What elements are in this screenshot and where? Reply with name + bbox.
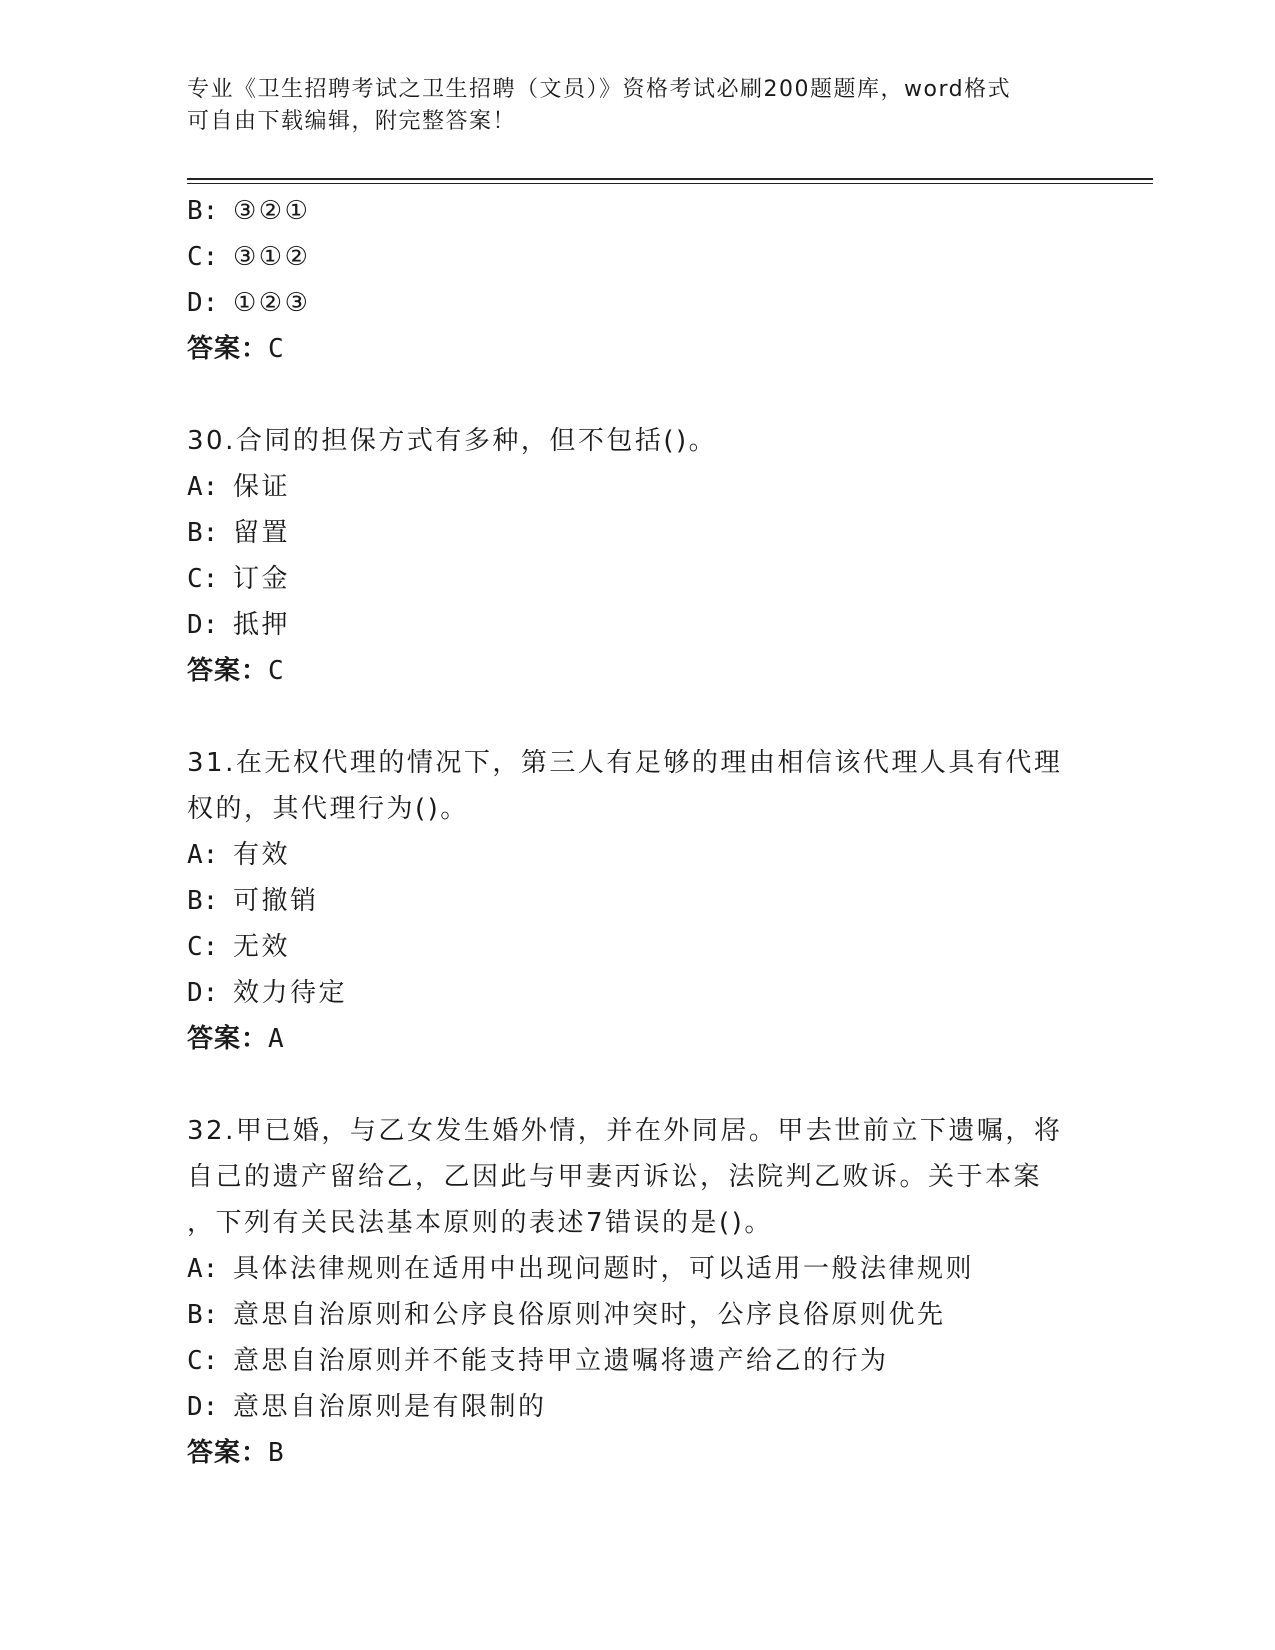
answer-label: 答案： [187,656,269,686]
option-text: 留置 [233,518,291,548]
answer-value: B [268,1438,285,1468]
option-text: 抵押 [233,610,291,640]
option-key: C: [187,1346,219,1376]
option-b [187,1292,1087,1338]
question-stem: 30.合同的担保方式有多种，但不包括()。 [187,426,718,456]
option-key: D: [187,610,219,640]
option-d [187,1384,1087,1430]
option-key: A: [187,840,219,870]
answer-value: A [268,1024,285,1054]
option-b [187,878,1087,924]
option-key: D: [187,1392,219,1422]
option-key: C: [187,242,219,272]
option-text: 效力待定 [233,978,348,1008]
option-key: C: [187,564,219,594]
answer-value: C [268,656,285,686]
option-key: D: [187,288,219,318]
answer-line [187,1430,1087,1476]
question-30 [187,418,1087,694]
option-text: 可撤销 [233,886,319,916]
option-b [187,188,1087,234]
option-c [187,1338,1087,1384]
option-text: 意思自治原则和公序良俗原则冲突时，公序良俗原则优先 [233,1300,946,1330]
page-header [187,74,1067,138]
answer-line [187,648,1087,694]
option-d [187,280,1087,326]
answer-label: 答案： [187,1024,269,1054]
option-key: B: [187,886,219,916]
option-d [187,602,1087,648]
option-key: B: [187,518,219,548]
question-stem: 32.甲已婚，与乙女发生婚外情，并在外同居。甲去世前立下遗嘱，将 [187,1116,1063,1146]
question-31 [187,740,1087,1062]
option-text: ③①② [233,242,311,272]
question-32 [187,1108,1087,1476]
question-content [187,188,1087,1476]
option-c [187,556,1087,602]
question-stem: ，下列有关民法基本原则的表述7错误的是()。 [187,1208,773,1238]
answer-label: 答案： [187,1438,269,1468]
option-b [187,510,1087,556]
header-divider-thick [187,178,1153,180]
option-key: A: [187,1254,219,1284]
header-line-1: 专业《卫生招聘考试之卫生招聘（文员）》资格考试必刷200题题库，word格式 [187,77,1012,102]
answer-label: 答案： [187,334,269,364]
question-stem: 31.在无权代理的情况下，第三人有足够的理由相信该代理人具有代理 [187,748,1063,778]
option-key: B: [187,196,219,226]
answer-value: C [268,334,285,364]
option-key: C: [187,932,219,962]
option-text: 意思自治原则是有限制的 [233,1392,547,1422]
option-a [187,1246,1087,1292]
option-key: A: [187,472,219,502]
option-c [187,234,1087,280]
option-c [187,924,1087,970]
option-text: 有效 [233,840,291,870]
option-a [187,464,1087,510]
option-d [187,970,1087,1016]
option-text: 无效 [233,932,291,962]
header-divider-thin [187,183,1153,184]
question-stem: 自己的遗产留给乙，乙因此与甲妻丙诉讼，法院判乙败诉。关于本案 [187,1162,1043,1192]
question-stem: 权的，其代理行为()。 [187,794,469,824]
option-text: 保证 [233,472,291,502]
option-text: 具体法律规则在适用中出现问题时，可以适用一般法律规则 [233,1254,975,1284]
option-text: 订金 [233,564,291,594]
answer-line [187,1016,1087,1062]
answer-line [187,326,1087,372]
prev-question [187,188,1087,372]
option-text: 意思自治原则并不能支持甲立遗嘱将遗产给乙的行为 [233,1346,889,1376]
option-a [187,832,1087,878]
option-text: ①②③ [233,288,311,318]
option-key: D: [187,978,219,1008]
option-text: ③②① [233,196,311,226]
option-key: B: [187,1300,219,1330]
header-line-2: 可自由下载编辑，附完整答案！ [187,109,517,134]
